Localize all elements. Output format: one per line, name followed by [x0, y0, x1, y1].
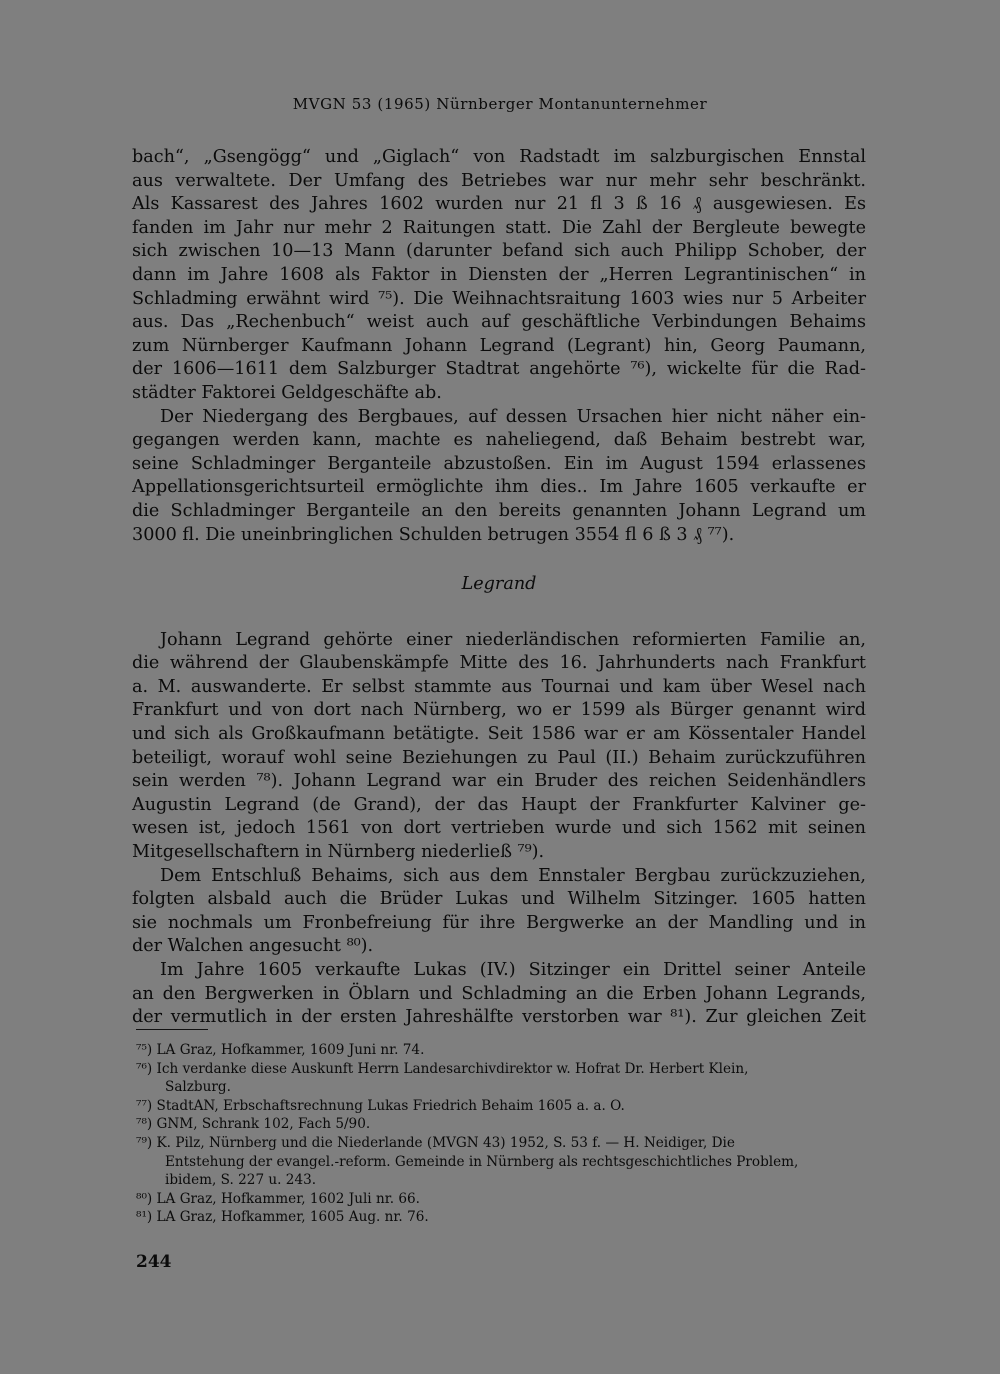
- footnote-line: ⁷⁷) StadtAN, Erbschaftsrechnung Lukas Friedrich Behaim 1605 a. a. O.: [136, 1097, 625, 1114]
- footnote-line: ibidem, S. 227 u. 243.: [165, 1172, 317, 1189]
- footnote-rule: [136, 1029, 208, 1030]
- text-line: Johann Legrand gehörte einer niederländischen reformierten Familie an,: [160, 629, 866, 650]
- footnote: [136, 1097, 870, 1116]
- text-line: Im Jahre 1605 verkaufte Lukas (IV.) Sitzinger ein Drittel seiner Anteile: [160, 960, 866, 980]
- footnote-line: Salzburg.: [165, 1079, 231, 1096]
- footnote: [136, 1115, 870, 1134]
- text-line: Augustin Legrand (de Grand), der das Haupt der Frankfurter Kalviner ge-: [132, 794, 866, 815]
- text-line: der Walchen angesucht ⁸⁰).: [132, 936, 374, 957]
- text-line: sie nochmals um Fronbefreiung für ihre Bergwerke an der Mandling und in: [132, 912, 866, 933]
- text-line: folgten alsbald auch die Brüder Lukas und Wilhelm Sitzinger. 1605 hatten: [132, 889, 866, 910]
- text-line: a. M. auswanderte. Er selbst stammte aus Tournai und kam über Wesel nach: [132, 676, 866, 697]
- running-head: MVGN 53 (1965) Nürnberger Montanunternehmer: [292, 95, 708, 113]
- text-line: aus verwaltete. Der Umfang des Betriebes war nur mehr sehr beschränkt.: [132, 170, 866, 191]
- text-line: und sich als Großkaufmann betätigte. Seit 1586 war er am Kössentaler Handel: [132, 724, 866, 745]
- text-line: 3000 fl. Die uneinbringlichen Schulden betrugen 3554 fl 6 ß 3 ₰ ⁷⁷).: [132, 524, 735, 545]
- text-line: städter Faktorei Geldgeschäfte ab.: [132, 382, 442, 403]
- footnote-line: Entstehung der evangel.-reform. Gemeinde in Nürnberg als rechtsgeschichtliches Problem,: [165, 1153, 799, 1170]
- footnote-line: ⁷⁹) K. Pilz, Nürnberg und die Niederlande (MVGN 43) 1952, S. 53 f. — H. Neidiger, Die: [136, 1134, 735, 1151]
- page-number: 244: [136, 1252, 172, 1272]
- paragraph: [132, 629, 866, 865]
- text-line: seine Schladminger Berganteile abzustoßen. Ein im August 1594 erlassenes: [132, 453, 866, 474]
- text-line: an den Bergwerken in Öblarn und Schladming an die Erben Johann Legrands,: [132, 983, 866, 1004]
- text-line: aus. Das „Rechenbuch“ weist auch auf geschäftliche Verbindungen Behaims: [132, 312, 866, 333]
- footnote: [136, 1190, 870, 1209]
- paragraph: [132, 865, 866, 959]
- text-line: Schladming erwähnt wird ⁷⁵). Die Weihnachtsraitung 1603 wies nur 5 Arbeiter: [132, 288, 866, 309]
- text-line: bach“, „Gsengögg“ und „Giglach“ von Radstadt im salzburgischen Ennstal: [132, 147, 866, 167]
- text-line: Der Niedergang des Bergbaues, auf dessen Ursachen hier nicht näher ein-: [160, 406, 866, 427]
- text-line: Frankfurt und von dort nach Nürnberg, wo er 1599 als Bürger genannt wird: [132, 700, 866, 721]
- footnote-line: ⁸⁰) LA Graz, Hofkammer, 1602 Juli nr. 66.: [136, 1190, 420, 1207]
- text-line: Appellationsgerichtsurteil ermöglichte ihm dies.. Im Jahre 1605 verkaufte er: [132, 477, 866, 498]
- body-text: [132, 146, 866, 1030]
- text-line: gegangen werden kann, machte es naheliegend, daß Behaim bestrebt war,: [132, 430, 866, 451]
- text-line: zum Nürnberger Kaufmann Johann Legrand (Legrant) hin, Georg Paumann,: [132, 335, 866, 356]
- text-line: der 1606—1611 dem Salzburger Stadtrat angehörte ⁷⁶), wickelte für die Rad-: [132, 359, 866, 380]
- spacer: [132, 547, 866, 573]
- text-line: Dem Entschluß Behaims, sich aus dem Ennstaler Bergbau zurückzuziehen,: [160, 865, 866, 886]
- text-line: Mitgesellschaftern in Nürnberg niederließ ⁷⁹).: [132, 842, 545, 863]
- footnote-line: ⁷⁵) LA Graz, Hofkammer, 1609 Juni nr. 74.: [136, 1042, 425, 1058]
- spacer: [132, 597, 866, 629]
- footnote: [136, 1060, 870, 1097]
- text-line: dann im Jahre 1608 als Faktor in Diensten der „Herren Legrantinischen“ in: [132, 264, 866, 285]
- text-line: sich zwischen 10—13 Mann (darunter befand sich auch Philipp Schober, der: [132, 241, 866, 262]
- footnote: [136, 1134, 870, 1190]
- text-line: wesen ist, jedoch 1561 von dort vertrieben wurde und sich 1562 mit seinen: [132, 818, 866, 839]
- text-line: der vermutlich in der ersten Jahreshälfte verstorben war ⁸¹). Zur gleichen Zeit: [132, 1007, 866, 1028]
- footnote: [136, 1208, 870, 1227]
- footnote-line: ⁷⁶) Ich verdanke diese Auskunft Herrn Landesarchivdirektor w. Hofrat Dr. Herbert Klein,: [136, 1060, 749, 1077]
- footnote: [136, 1041, 870, 1060]
- text-line: Als Kassarest des Jahres 1602 wurden nur 21 fl 3 ß 16 ₰ ausgewiesen. Es: [132, 194, 866, 215]
- footnotes: [136, 1041, 870, 1227]
- paragraph: [132, 406, 866, 548]
- footnote-line: ⁸¹) LA Graz, Hofkammer, 1605 Aug. nr. 76.: [136, 1209, 429, 1226]
- text-line: sein werden ⁷⁸). Johann Legrand war ein Bruder des reichen Seidenhändlers: [132, 771, 866, 792]
- text-line: fanden im Jahr nur mehr 2 Raitungen statt. Die Zahl der Bergleute bewegte: [132, 217, 866, 238]
- paragraph: [132, 146, 866, 406]
- paragraph-group-intro: [132, 146, 866, 547]
- paragraph-group-legrand: [132, 629, 866, 1030]
- text-line: beteiligt, worauf wohl seine Beziehungen zu Paul (II.) Behaim zurückzuführen: [132, 747, 866, 768]
- paragraph: [132, 959, 866, 1030]
- section-heading: Legrand: [461, 574, 537, 595]
- text-line: die während der Glaubenskämpfe Mitte des 16. Jahrhunderts nach Frankfurt: [132, 653, 866, 674]
- footnote-line: ⁷⁸) GNM, Schrank 102, Fach 5/90.: [136, 1116, 371, 1133]
- text-line: die Schladminger Berganteile an den bereits genannten Johann Legrand um: [132, 500, 866, 521]
